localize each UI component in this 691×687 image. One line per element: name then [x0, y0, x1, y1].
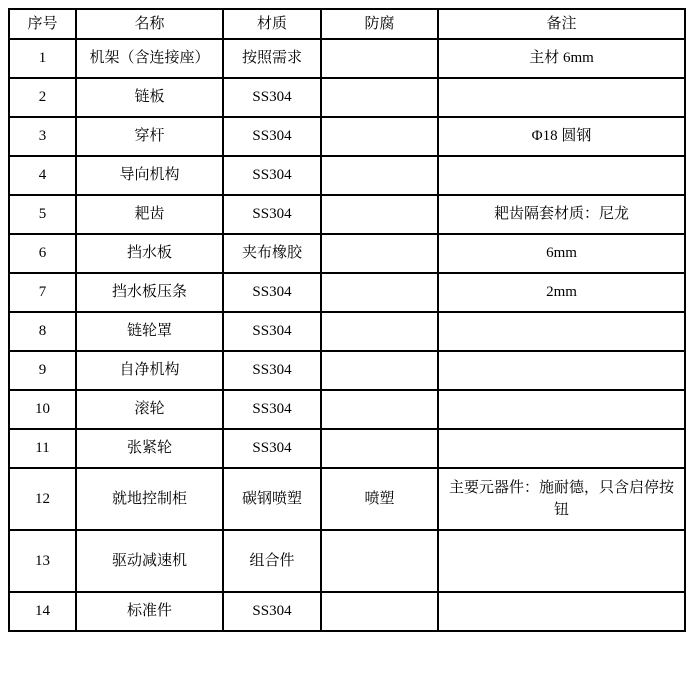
cell-material: SS304: [223, 351, 321, 390]
cell-remark: [438, 429, 685, 468]
cell-anticorrosion: [321, 351, 438, 390]
cell-remark: [438, 530, 685, 592]
cell-anticorrosion: [321, 312, 438, 351]
cell-name: 就地控制柜: [76, 468, 223, 530]
cell-remark: [438, 312, 685, 351]
cell-remark: [438, 592, 685, 631]
cell-anticorrosion: [321, 592, 438, 631]
cell-remark: 主材 6mm: [438, 39, 685, 78]
cell-name: 标准件: [76, 592, 223, 631]
table-row: [9, 195, 685, 234]
table-row: [9, 273, 685, 312]
header-remark: 备注: [438, 9, 685, 39]
cell-name: 链板: [76, 78, 223, 117]
cell-remark: 耙齿隔套材质：尼龙: [438, 195, 685, 234]
cell-material: SS304: [223, 273, 321, 312]
cell-name: 驱动减速机: [76, 530, 223, 592]
cell-no: 8: [9, 312, 76, 351]
cell-no: 13: [9, 530, 76, 592]
cell-material: 夹布橡胶: [223, 234, 321, 273]
cell-name: 链轮罩: [76, 312, 223, 351]
spec-table: [8, 8, 686, 632]
table-row: [9, 78, 685, 117]
cell-material: SS304: [223, 156, 321, 195]
header-material: 材质: [223, 9, 321, 39]
cell-anticorrosion: [321, 78, 438, 117]
cell-no: 2: [9, 78, 76, 117]
cell-name: 自净机构: [76, 351, 223, 390]
cell-anticorrosion: [321, 429, 438, 468]
cell-name: 机架（含连接座）: [76, 39, 223, 78]
cell-anticorrosion: [321, 273, 438, 312]
cell-remark: 2mm: [438, 273, 685, 312]
cell-anticorrosion: [321, 195, 438, 234]
cell-name: 滚轮: [76, 390, 223, 429]
cell-anticorrosion: [321, 234, 438, 273]
cell-name: 挡水板: [76, 234, 223, 273]
cell-name: 导向机构: [76, 156, 223, 195]
table-row: [9, 530, 685, 592]
cell-material: 组合件: [223, 530, 321, 592]
cell-no: 7: [9, 273, 76, 312]
cell-anticorrosion: 喷塑: [321, 468, 438, 530]
cell-remark: Φ18 圆钢: [438, 117, 685, 156]
cell-material: SS304: [223, 195, 321, 234]
cell-anticorrosion: [321, 39, 438, 78]
cell-material: SS304: [223, 592, 321, 631]
cell-name: 耙齿: [76, 195, 223, 234]
cell-anticorrosion: [321, 530, 438, 592]
cell-no: 12: [9, 468, 76, 530]
cell-material: SS304: [223, 312, 321, 351]
header-name: 名称: [76, 9, 223, 39]
table-header-row: [9, 9, 685, 39]
cell-anticorrosion: [321, 117, 438, 156]
cell-remark: [438, 78, 685, 117]
cell-material: 碳钢喷塑: [223, 468, 321, 530]
header-anticorrosion: 防腐: [321, 9, 438, 39]
cell-name: 张紧轮: [76, 429, 223, 468]
cell-name: 穿杆: [76, 117, 223, 156]
cell-material: SS304: [223, 429, 321, 468]
table-row: [9, 468, 685, 530]
cell-no: 14: [9, 592, 76, 631]
cell-no: 10: [9, 390, 76, 429]
cell-material: SS304: [223, 78, 321, 117]
table-row: [9, 429, 685, 468]
cell-no: 5: [9, 195, 76, 234]
table-row: [9, 234, 685, 273]
cell-remark: [438, 390, 685, 429]
header-no: 序号: [9, 9, 76, 39]
cell-name: 挡水板压条: [76, 273, 223, 312]
cell-no: 6: [9, 234, 76, 273]
cell-no: 9: [9, 351, 76, 390]
table-row: [9, 351, 685, 390]
cell-anticorrosion: [321, 156, 438, 195]
table-row: [9, 592, 685, 631]
cell-material: SS304: [223, 117, 321, 156]
cell-no: 4: [9, 156, 76, 195]
table-row: [9, 390, 685, 429]
cell-remark: 6mm: [438, 234, 685, 273]
cell-no: 3: [9, 117, 76, 156]
cell-anticorrosion: [321, 390, 438, 429]
cell-remark: [438, 351, 685, 390]
table-row: [9, 156, 685, 195]
cell-remark: [438, 156, 685, 195]
table-row: [9, 312, 685, 351]
table-row: [9, 39, 685, 78]
table-row: [9, 117, 685, 156]
cell-remark: 主要元器件：施耐德，只含启停按钮: [438, 468, 685, 530]
cell-no: 1: [9, 39, 76, 78]
cell-material: 按照需求: [223, 39, 321, 78]
cell-no: 11: [9, 429, 76, 468]
cell-material: SS304: [223, 390, 321, 429]
